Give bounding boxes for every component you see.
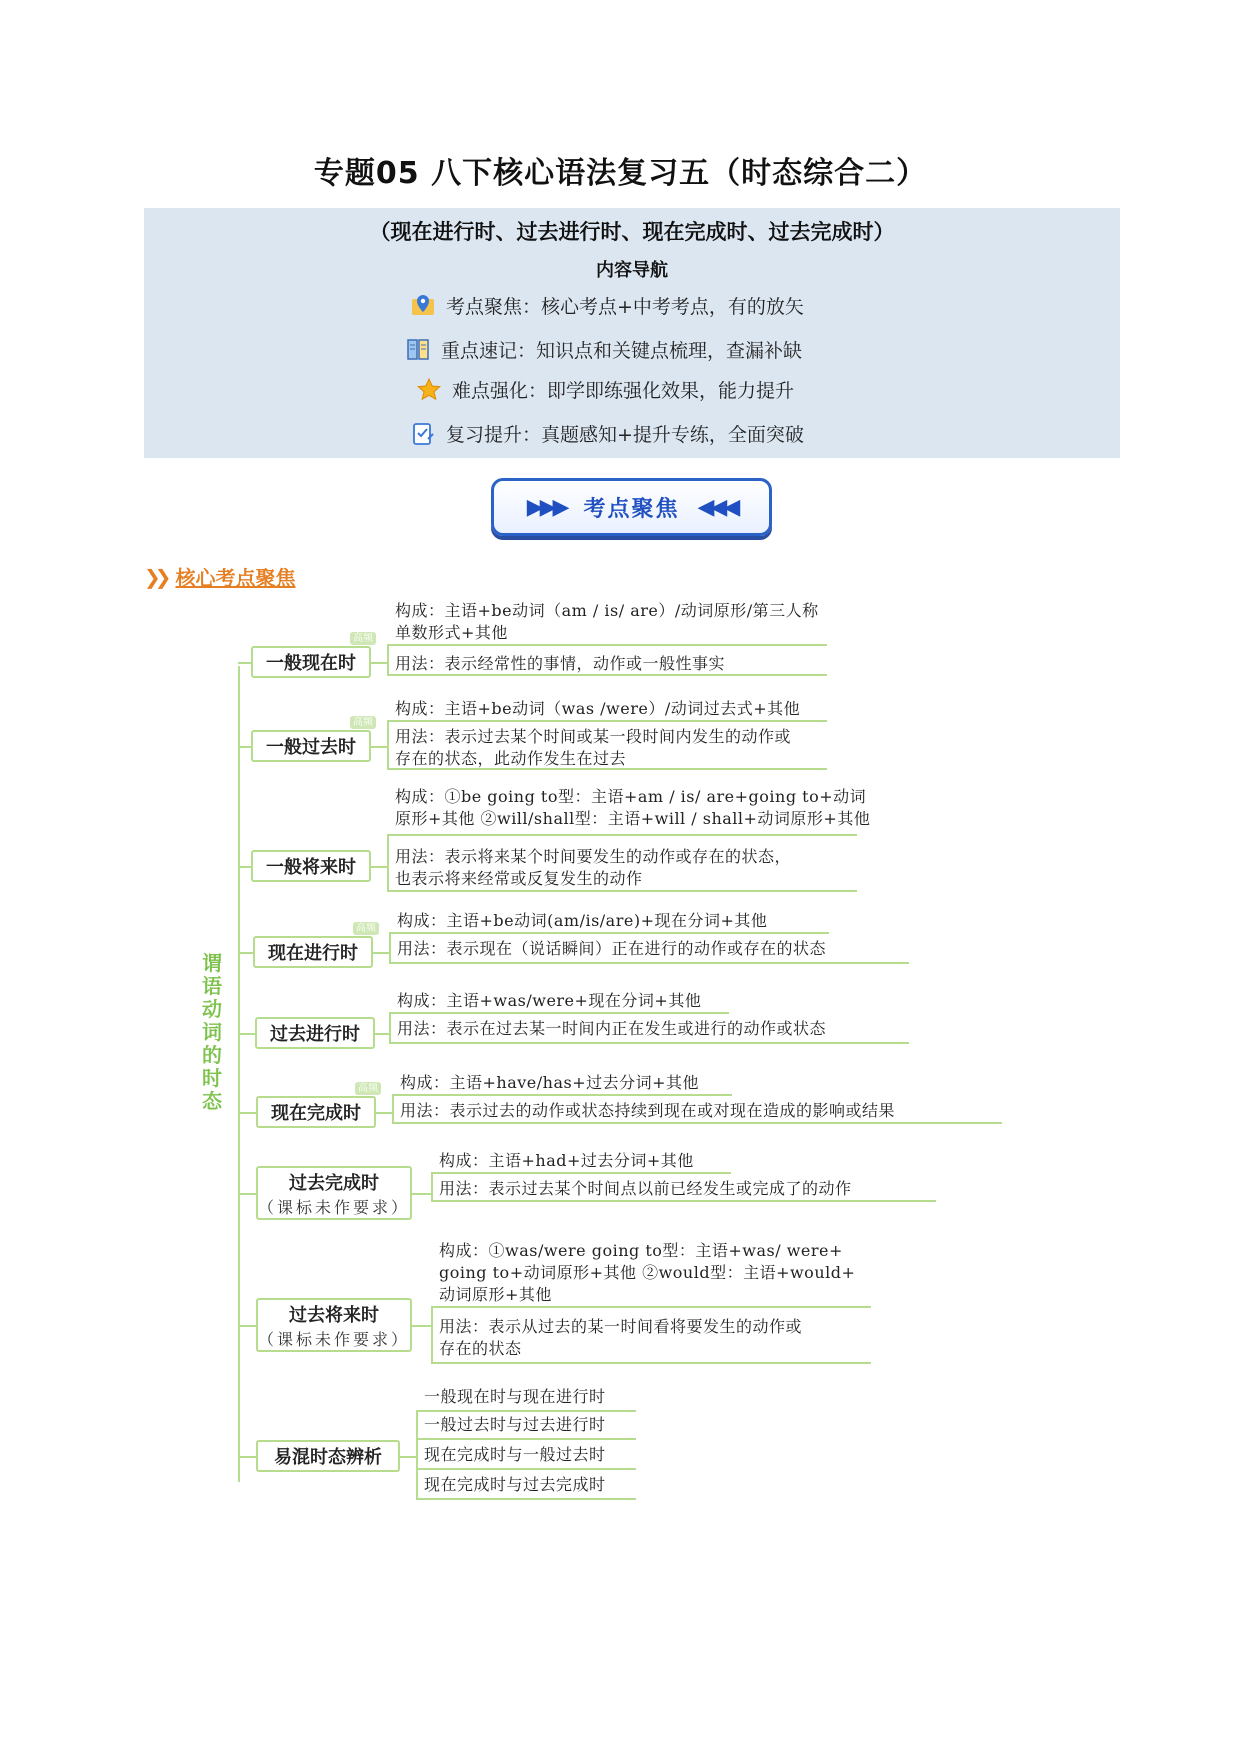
leaf-underline: [431, 1172, 731, 1174]
tense-node[interactable]: [256, 1096, 376, 1128]
nav-item-focus[interactable]: [410, 292, 804, 319]
leaf-bracket: [389, 932, 391, 964]
nav-item-label: 考点聚焦：核心考点+中考考点，有的放矢: [446, 296, 804, 318]
leaf-underline: [431, 1306, 871, 1308]
page-subtitle: （现在进行时、过去进行时、现在完成时、过去完成时）: [369, 220, 895, 244]
leaf-connector: [373, 952, 389, 954]
tense-detail-text: 构成：主语+be动词(am/is/are)+现在分词+其他: [397, 911, 768, 930]
tense-detail-text: 一般现在时与现在进行时: [424, 1387, 606, 1406]
leaf-underline: [416, 1438, 636, 1440]
leaf-underline: [387, 644, 827, 646]
mindmap-root-char: 词: [202, 1020, 222, 1044]
nav-item-label: 复习提升：真题感知+提升专练，全面突破: [446, 424, 804, 446]
mindmap-branch: [238, 1112, 256, 1114]
mindmap-trunk: [238, 666, 240, 1482]
focus-banner: [491, 478, 772, 536]
leaf-connector: [412, 1325, 431, 1327]
page-title: 专题05 八下核心语法复习五（时态综合二）: [313, 156, 928, 191]
mindmap-root-char: 谓: [202, 951, 222, 975]
tense-detail-text: 用法：表示过去某个时间或某一段时间内发生的动作或: [395, 727, 792, 746]
tense-detail-text: 用法：表示过去某个时间点以前已经发生或完成了的动作: [439, 1179, 852, 1198]
frequency-badge: 高频: [350, 632, 376, 645]
tense-node-label: 现在进行时: [268, 943, 358, 964]
nav-item-label: 重点速记：知识点和关键点梳理，查漏补缺: [441, 340, 803, 362]
nav-item-difficulty[interactable]: [416, 376, 794, 403]
leaf-underline: [416, 1498, 636, 1500]
mindmap-root-char: 动: [202, 997, 222, 1021]
mindmap-branch: [238, 662, 251, 664]
frequency-badge: 高频: [355, 1082, 381, 1095]
mindmap-branch: [238, 1456, 256, 1458]
leaf-bracket: [387, 644, 389, 676]
tense-detail-text: 一般过去时与过去进行时: [424, 1415, 606, 1434]
mindmap-branch: [238, 866, 251, 868]
mindmap-root-char: 态: [202, 1089, 222, 1113]
leaf-underline: [392, 1122, 1002, 1124]
frequency-badge: 高频: [350, 716, 376, 729]
content-nav-panel: [144, 208, 1120, 458]
tense-node[interactable]: [251, 730, 371, 762]
leaf-connector: [412, 1193, 431, 1195]
tense-detail-text: 也表示将来经常或反复发生的动作: [395, 869, 643, 888]
leaf-bracket: [431, 1172, 433, 1202]
leaf-connector: [400, 1456, 416, 1458]
tense-node-note: （课标未作要求）: [258, 1197, 411, 1217]
leaf-underline: [387, 768, 827, 770]
map-pin-icon: [410, 293, 436, 319]
leaf-connector: [375, 1033, 389, 1035]
mindmap-root-char: 语: [202, 974, 222, 998]
star-icon: [416, 377, 442, 403]
tense-node-label: 一般将来时: [266, 857, 356, 878]
mindmap-root-char: 的: [202, 1043, 222, 1067]
tense-node[interactable]: [255, 1017, 375, 1049]
tense-node-label: 过去将来时: [289, 1304, 379, 1326]
leaf-underline: [431, 1362, 871, 1364]
tense-node[interactable]: [256, 1298, 412, 1352]
leaf-connector: [371, 746, 387, 748]
mindmap-branch: [238, 1193, 256, 1195]
tense-detail-text: 构成：主语+be动词（am / is/ are）/动词原形/第三人称: [395, 601, 819, 620]
tense-detail-text: 现在完成时与一般过去时: [424, 1445, 606, 1464]
tense-detail-text: 用法：表示经常性的事情，动作或一般性事实: [395, 654, 726, 673]
tense-node[interactable]: [256, 1166, 412, 1220]
section-heading: [144, 562, 296, 591]
leaf-underline: [389, 932, 829, 934]
triple-right-arrow-icon: ▶▶▶: [526, 494, 566, 520]
tense-node-label: 一般过去时: [266, 737, 356, 758]
banner-label: 考点聚焦: [583, 496, 680, 522]
tense-detail-text: 用法：表示将来某个时间要发生的动作或存在的状态，: [395, 847, 792, 866]
tense-detail-text: going to+动词原形+其他 ②would型：主语+would+: [439, 1263, 856, 1282]
tense-detail-text: 用法：表示在过去某一时间内正在发生或进行的动作或状态: [397, 1019, 827, 1038]
leaf-underline: [387, 674, 827, 676]
nav-item-review[interactable]: [410, 420, 804, 447]
tense-node-label: 过去进行时: [270, 1024, 360, 1045]
tense-detail-text: 原形+其他 ②will/shall型：主语+will / shall+动词原形+其他: [395, 809, 871, 828]
leaf-underline: [392, 1094, 732, 1096]
leaf-underline: [389, 962, 909, 964]
tense-node-label: 现在完成时: [271, 1103, 361, 1124]
mindmap-branch: [238, 746, 251, 748]
leaf-bracket: [392, 1094, 394, 1124]
leaf-bracket: [387, 720, 389, 770]
mindmap-branch: [238, 952, 253, 954]
mindmap-root: [198, 952, 226, 1113]
nav-item-label: 难点强化：即学即练强化效果，能力提升: [452, 380, 795, 402]
mindmap-root-char: 时: [202, 1066, 222, 1090]
leaf-bracket: [389, 1012, 391, 1044]
tense-detail-text: 用法：表示从过去的某一时间看将要发生的动作或: [439, 1317, 803, 1336]
tense-detail-text: 单数形式+其他: [395, 623, 508, 642]
tense-node-label: 易混时态辨析: [274, 1447, 382, 1468]
tense-detail-text: 构成：主语+have/has+过去分词+其他: [400, 1073, 700, 1092]
leaf-underline: [389, 1012, 729, 1014]
tense-detail-text: 现在完成时与过去完成时: [424, 1475, 606, 1494]
leaf-underline: [416, 1468, 636, 1470]
tense-detail-text: 用法：表示现在（说话瞬间）正在进行的动作或存在的状态: [397, 939, 827, 958]
nav-title: 内容导航: [596, 260, 668, 281]
nav-item-memo[interactable]: [405, 336, 802, 363]
book-icon: [405, 337, 431, 363]
tense-node[interactable]: [256, 1440, 400, 1472]
tense-detail-text: 构成：①be going to型：主语+am / is/ are+going to+动词: [395, 787, 867, 806]
leaf-underline: [387, 834, 857, 836]
checklist-icon: [410, 421, 436, 447]
leaf-connector: [371, 866, 387, 868]
leaf-connector: [376, 1112, 392, 1114]
leaf-connector: [371, 662, 387, 664]
tense-node[interactable]: [253, 936, 373, 968]
tense-detail-text: 构成：主语+was/were+现在分词+其他: [397, 991, 702, 1010]
tense-detail-text: 用法：表示过去的动作或状态持续到现在或对现在造成的影响或结果: [400, 1101, 896, 1120]
leaf-underline: [389, 1042, 909, 1044]
mindmap-branch: [238, 1033, 255, 1035]
section-label: 核心考点聚焦: [175, 566, 296, 590]
tense-node-note: （课标未作要求）: [258, 1329, 411, 1349]
tense-node[interactable]: [251, 850, 371, 882]
tense-detail-text: 构成：主语+be动词（was /were）/动词过去式+其他: [395, 699, 801, 718]
double-chevron-icon: ❯❯: [144, 564, 166, 589]
tense-detail-text: 动词原形+其他: [439, 1285, 552, 1304]
tense-detail-text: 构成：主语+had+过去分词+其他: [439, 1151, 694, 1170]
tense-node-label: 过去完成时: [289, 1172, 379, 1194]
tense-detail-text: 存在的状态: [439, 1339, 522, 1358]
leaf-underline: [431, 1200, 936, 1202]
leaf-bracket: [416, 1410, 418, 1500]
triple-left-arrow-icon: ◀◀◀: [697, 494, 737, 520]
tense-node-label: 一般现在时: [266, 653, 356, 674]
leaf-bracket: [431, 1306, 433, 1364]
frequency-badge: 高频: [353, 922, 379, 935]
leaf-underline: [387, 720, 827, 722]
tense-detail-text: 存在的状态，此动作发生在过去: [395, 749, 627, 768]
tense-detail-text: 构成：①was/were going to型：主语+was/ were+: [439, 1241, 843, 1260]
leaf-underline: [416, 1410, 636, 1412]
leaf-bracket: [387, 834, 389, 892]
tense-node[interactable]: [251, 646, 371, 678]
mindmap-branch: [238, 1325, 256, 1327]
leaf-underline: [387, 890, 857, 892]
